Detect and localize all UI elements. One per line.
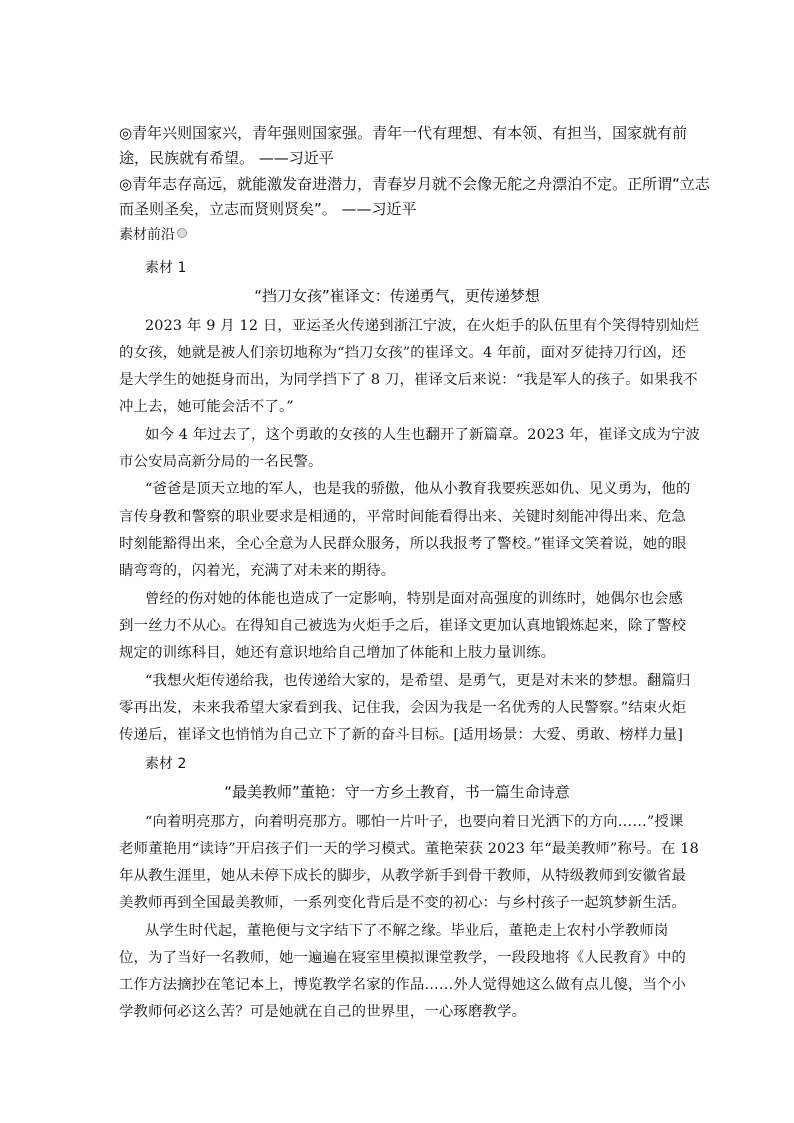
quote-2-line-1: ◎青年志存高远，就能激发奋进潜力，青春岁月就不会像无舵之舟漂泊不定。正所谓“立志: [119, 175, 710, 193]
material-2-line: 从学生时代起，董艳便与文字结下了不解之缘。毕业后，董艳走上农村小学教师岗: [145, 923, 669, 939]
material-1-line: 传递后，崔译文也悄悄为自己立下了新的奋斗目标。[适用场景：大爱、勇敢、榜样力量]: [119, 727, 684, 743]
material-2-title: “最美教师”董艳：守一方乡土教育，书一篇生命诗意: [224, 783, 570, 801]
section-heading: 素材前沿: [119, 224, 187, 246]
material-1-line: 市公安局高新分局的一名民警。: [119, 454, 323, 470]
material-1-line: 规定的训练科目，她还有意识地给自己增加了体能和上肢力量训练。: [119, 645, 556, 661]
material-2-line: 工作方法摘抄在笔记本上，博览教学名家的作品……外人觉得她这么做有点儿傻，当个小: [119, 977, 687, 993]
material-1-line: 到一丝力不从心。在得知自己被选为火炬手之后，崔译文更加认真地锻炼起来，除了警校: [119, 618, 687, 634]
circle-marker-icon: [177, 228, 187, 238]
material-1-line: 冲上去，她可能会活不了。”: [119, 399, 294, 415]
material-2-line: “向着明亮那方，向着明亮那方。哪怕一片叶子，也要向着日光洒下的方向……”授课: [145, 814, 684, 830]
quote-1-line-1: ◎青年兴则国家兴，青年强则国家强。青年一代有理想、有本领、有担当，国家就有前: [119, 124, 688, 142]
material-1-line: 零再出发，未来我希望大家看到我、记住我，会因为我是一名优秀的人民警察。”结束火炬: [119, 700, 687, 716]
material-2-line: 学教师何必这么苦？可是她就在自己的世界里，一心琢磨教学。: [119, 1004, 527, 1020]
material-1-line: “我想火炬传递给我，也传递给大家的，是希望、是勇气，更是对未来的梦想。翻篇归: [145, 673, 691, 689]
quote-2-line-2: 而圣则圣矣，立志而贤则贤矣”。 ——习近平: [119, 200, 417, 218]
material-1-title: “挡刀女孩”崔译文：传递勇气，更传递梦想: [254, 287, 540, 305]
material-1-line: 曾经的伤对她的体能也造成了一定影响，特别是面对高强度的训练时，她偶尔也会感: [145, 591, 684, 607]
material-1-line: 是大学生的她挺身而出，为同学挡下了 8 刀，崔译文后来说：“我是军人的孩子。如果我不: [119, 372, 698, 388]
material-2-line: 美教师再到全国最美教师，一系列变化背后是不变的初心：与乡村孩子一起筑梦新生活。: [119, 895, 687, 911]
material-1-line: 2023 年 9 月 12 日，亚运圣火传递到浙江宁波，在火炬手的队伍里有个笑得特别灿烂: [145, 318, 700, 334]
material-2-line: 老师董艳用“读诗”开启孩子们一天的学习模式。董艳荣获 2023 年“最美教师”称号。在 18: [119, 841, 699, 857]
material-2-line: 年从教生涯里，她从未停下成长的脚步，从教学新手到骨干教师，从特级教师到安徽省最: [119, 868, 687, 884]
material-2-label: 素材 2: [145, 756, 187, 772]
material-2-line: 位，为了当好一名教师，她一遍遍在寝室里模拟课堂教学，一段段地将《人民教育》中的: [119, 950, 687, 966]
material-1-line: 睛弯弯的，闪着光，充满了对未来的期待。: [119, 563, 396, 579]
material-1-line: “爸爸是顶天立地的军人，也是我的骄傲，他从小教育我要疾恶如仇、见义勇为，他的: [145, 481, 691, 497]
quote-1-line-2: 途，民族就有希望。 ——习近平: [119, 149, 334, 167]
material-1-line: 的女孩，她就是被人们亲切地称为“挡刀女孩”的崔译文。4 年前，面对歹徒持刀行凶，还: [119, 345, 687, 361]
material-1-line: 如今 4 年过去了，这个勇敢的女孩的人生也翻开了新篇章。2023 年，崔译文成为宁波: [145, 427, 701, 443]
material-1-line: 言传身教和警察的职业要求是相通的，平常时间能看得出来、关键时刻能冲得出来、危急: [119, 509, 687, 525]
material-1-label: 素材 1: [145, 260, 187, 276]
material-1-line: 时刻能豁得出来，全心全意为人民群众服务，所以我报考了警校。”崔译文笑着说，她的眼: [119, 536, 687, 552]
